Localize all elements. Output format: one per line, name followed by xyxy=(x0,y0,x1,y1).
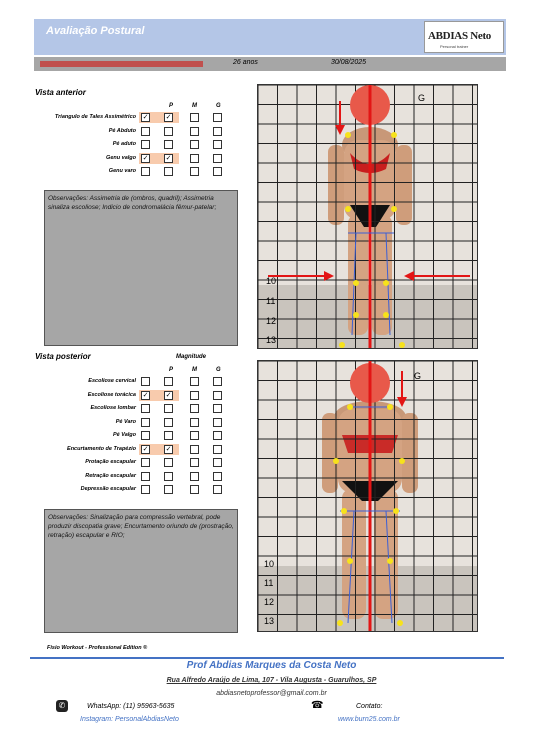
website-link[interactable]: www.burn25.com.br xyxy=(338,716,400,723)
svg-text:12: 12 xyxy=(264,597,275,607)
checkbox[interactable]: ✓ xyxy=(165,391,172,399)
checkbox[interactable] xyxy=(141,472,150,481)
svg-text:11: 11 xyxy=(266,296,276,306)
logo-subtitle: Personal trainer xyxy=(440,44,469,49)
anterior-photo-label: G xyxy=(418,93,426,103)
checkbox[interactable] xyxy=(164,472,173,481)
page-title: Avaliação Postural xyxy=(46,25,145,37)
whatsapp-text: WhatsApp: (11) 95963-5635 xyxy=(87,703,175,710)
checkbox[interactable] xyxy=(190,391,199,400)
posterior-photo xyxy=(257,360,478,632)
row-label: Escoliose cervical xyxy=(88,378,136,384)
checkbox[interactable]: ✓ xyxy=(142,154,149,162)
row-label: Encurtamento de Trapézio xyxy=(67,445,136,452)
magnitude-label: Magnitude xyxy=(176,354,206,360)
checkbox[interactable] xyxy=(141,140,150,149)
anterior-photo xyxy=(257,84,478,349)
checkbox[interactable] xyxy=(213,472,222,481)
age-value: 26 anos xyxy=(233,59,258,66)
checkbox[interactable] xyxy=(213,445,222,454)
row-label: Pé Abduto xyxy=(108,127,136,134)
checkbox[interactable] xyxy=(213,127,222,136)
col-m: M xyxy=(192,103,197,109)
col-p: P xyxy=(169,103,174,109)
checkbox[interactable]: ✓ xyxy=(165,445,172,453)
row-label: Depressão escapular xyxy=(80,486,136,492)
anterior-title: Vista anterior xyxy=(35,88,86,97)
checkbox[interactable] xyxy=(213,431,222,440)
col-p: P xyxy=(169,367,174,373)
checkbox[interactable] xyxy=(141,167,150,176)
posterior-photo-label: G xyxy=(414,371,422,381)
checkbox[interactable]: ✓ xyxy=(142,391,149,399)
checkbox[interactable]: ✓ xyxy=(142,114,149,121)
checkbox[interactable] xyxy=(190,377,199,386)
checkbox[interactable] xyxy=(190,485,199,494)
checkbox[interactable] xyxy=(190,445,199,454)
svg-text:11: 11 xyxy=(264,578,274,588)
anterior-observations[interactable] xyxy=(44,190,238,346)
col-g: G xyxy=(216,367,221,373)
checkbox[interactable] xyxy=(141,431,150,440)
svg-text:10: 10 xyxy=(264,559,275,569)
row-label: Retração escapular xyxy=(85,472,136,479)
checkbox[interactable] xyxy=(190,154,199,163)
checkbox[interactable]: ✓ xyxy=(142,445,149,453)
row-label: Pé Valgo xyxy=(112,432,136,438)
checkbox[interactable] xyxy=(213,418,222,427)
anterior-observations-text: Observações: Assimetria de (ombros, quadril); Assimetria sinaliza escoliose; Indicio de condromalácia fêmur-patelar; xyxy=(48,195,217,211)
checkbox[interactable] xyxy=(164,431,173,440)
checkbox[interactable] xyxy=(190,167,199,176)
contact-label: Contato: xyxy=(356,703,383,710)
checkbox[interactable] xyxy=(164,418,173,427)
anterior-photo-svg xyxy=(258,85,478,349)
posterior-title: Vista posterior xyxy=(35,352,91,361)
row-label: Triangulo de Tales Assimétrico xyxy=(54,114,136,120)
row-label: Pé aduto xyxy=(112,141,136,147)
posterior-photo-svg xyxy=(258,361,478,632)
phone-icon: ☎ xyxy=(311,700,324,711)
col-g: G xyxy=(216,103,221,109)
row-label: Pé Varo xyxy=(115,418,136,425)
checkbox[interactable] xyxy=(164,485,173,494)
checkbox[interactable] xyxy=(164,140,173,149)
checkbox[interactable] xyxy=(164,404,173,413)
checkbox[interactable] xyxy=(190,418,199,427)
edition-label: Fisio Workout - Professional Edition ® xyxy=(47,645,148,651)
row-label: Escoliose torácica xyxy=(87,391,136,398)
posterior-observations-text: Observações: Sinalização para compressão vertebral, pode produzir discopatia grave; Encurtamento oriundo de (prostração, retração) escapular e RIO; xyxy=(48,514,234,539)
row-label: Genu varo xyxy=(108,168,136,174)
checkbox[interactable] xyxy=(141,127,150,136)
posterior-observations[interactable] xyxy=(44,509,238,633)
checkbox[interactable] xyxy=(213,377,222,386)
checkbox[interactable] xyxy=(190,127,199,136)
logo-text: ABDIAS Neto xyxy=(428,30,492,42)
checkbox[interactable] xyxy=(190,113,199,122)
instagram-link[interactable]: Instagram: PersonalAbdiasNeto xyxy=(80,716,179,723)
row-label: Protação escapular xyxy=(85,459,136,465)
checkbox[interactable] xyxy=(190,404,199,413)
checkbox[interactable] xyxy=(164,458,173,467)
row-label: Escoliose lombar xyxy=(90,405,136,411)
checkbox[interactable] xyxy=(213,404,222,413)
checkbox[interactable] xyxy=(213,113,222,122)
checkbox[interactable] xyxy=(190,431,199,440)
whatsapp-icon: ✆ xyxy=(56,700,68,712)
checkbox[interactable] xyxy=(213,485,222,494)
checkbox[interactable] xyxy=(164,127,173,136)
svg-text:13: 13 xyxy=(264,616,275,626)
checkbox[interactable] xyxy=(141,418,150,427)
checkbox[interactable] xyxy=(141,458,150,467)
row-label: Genu valgo xyxy=(106,154,136,161)
checkbox[interactable] xyxy=(190,472,199,481)
svg-text:13: 13 xyxy=(266,335,277,345)
checkbox[interactable] xyxy=(141,377,150,386)
checkbox[interactable] xyxy=(190,458,199,467)
checkbox[interactable] xyxy=(164,167,173,176)
checkbox[interactable] xyxy=(164,377,173,386)
checkbox[interactable] xyxy=(213,140,222,149)
checkbox[interactable]: ✓ xyxy=(165,154,172,162)
date-value: 30/08/2025 xyxy=(331,59,367,66)
col-m: M xyxy=(192,367,197,373)
professional-name: Prof Abdias Marques da Costa Neto xyxy=(186,660,357,671)
checkbox[interactable] xyxy=(213,167,222,176)
address: Rua Alfredo Araújo de Lima, 107 - Vila Augusta - Guarulhos, SP xyxy=(166,677,377,684)
svg-text:12: 12 xyxy=(266,316,277,326)
checkbox[interactable] xyxy=(213,154,222,163)
checkbox[interactable]: ✓ xyxy=(165,114,172,121)
svg-text:10: 10 xyxy=(266,276,277,286)
email-link[interactable]: abdiasnetoprofessor@gmail.com.br xyxy=(216,690,327,697)
name-redacted-bar xyxy=(40,61,203,67)
footer-divider xyxy=(30,657,504,659)
checkbox[interactable] xyxy=(213,458,222,467)
checkbox[interactable] xyxy=(141,404,150,413)
checkbox[interactable] xyxy=(190,140,199,149)
checkbox[interactable] xyxy=(141,485,150,494)
checkbox[interactable] xyxy=(213,391,222,400)
